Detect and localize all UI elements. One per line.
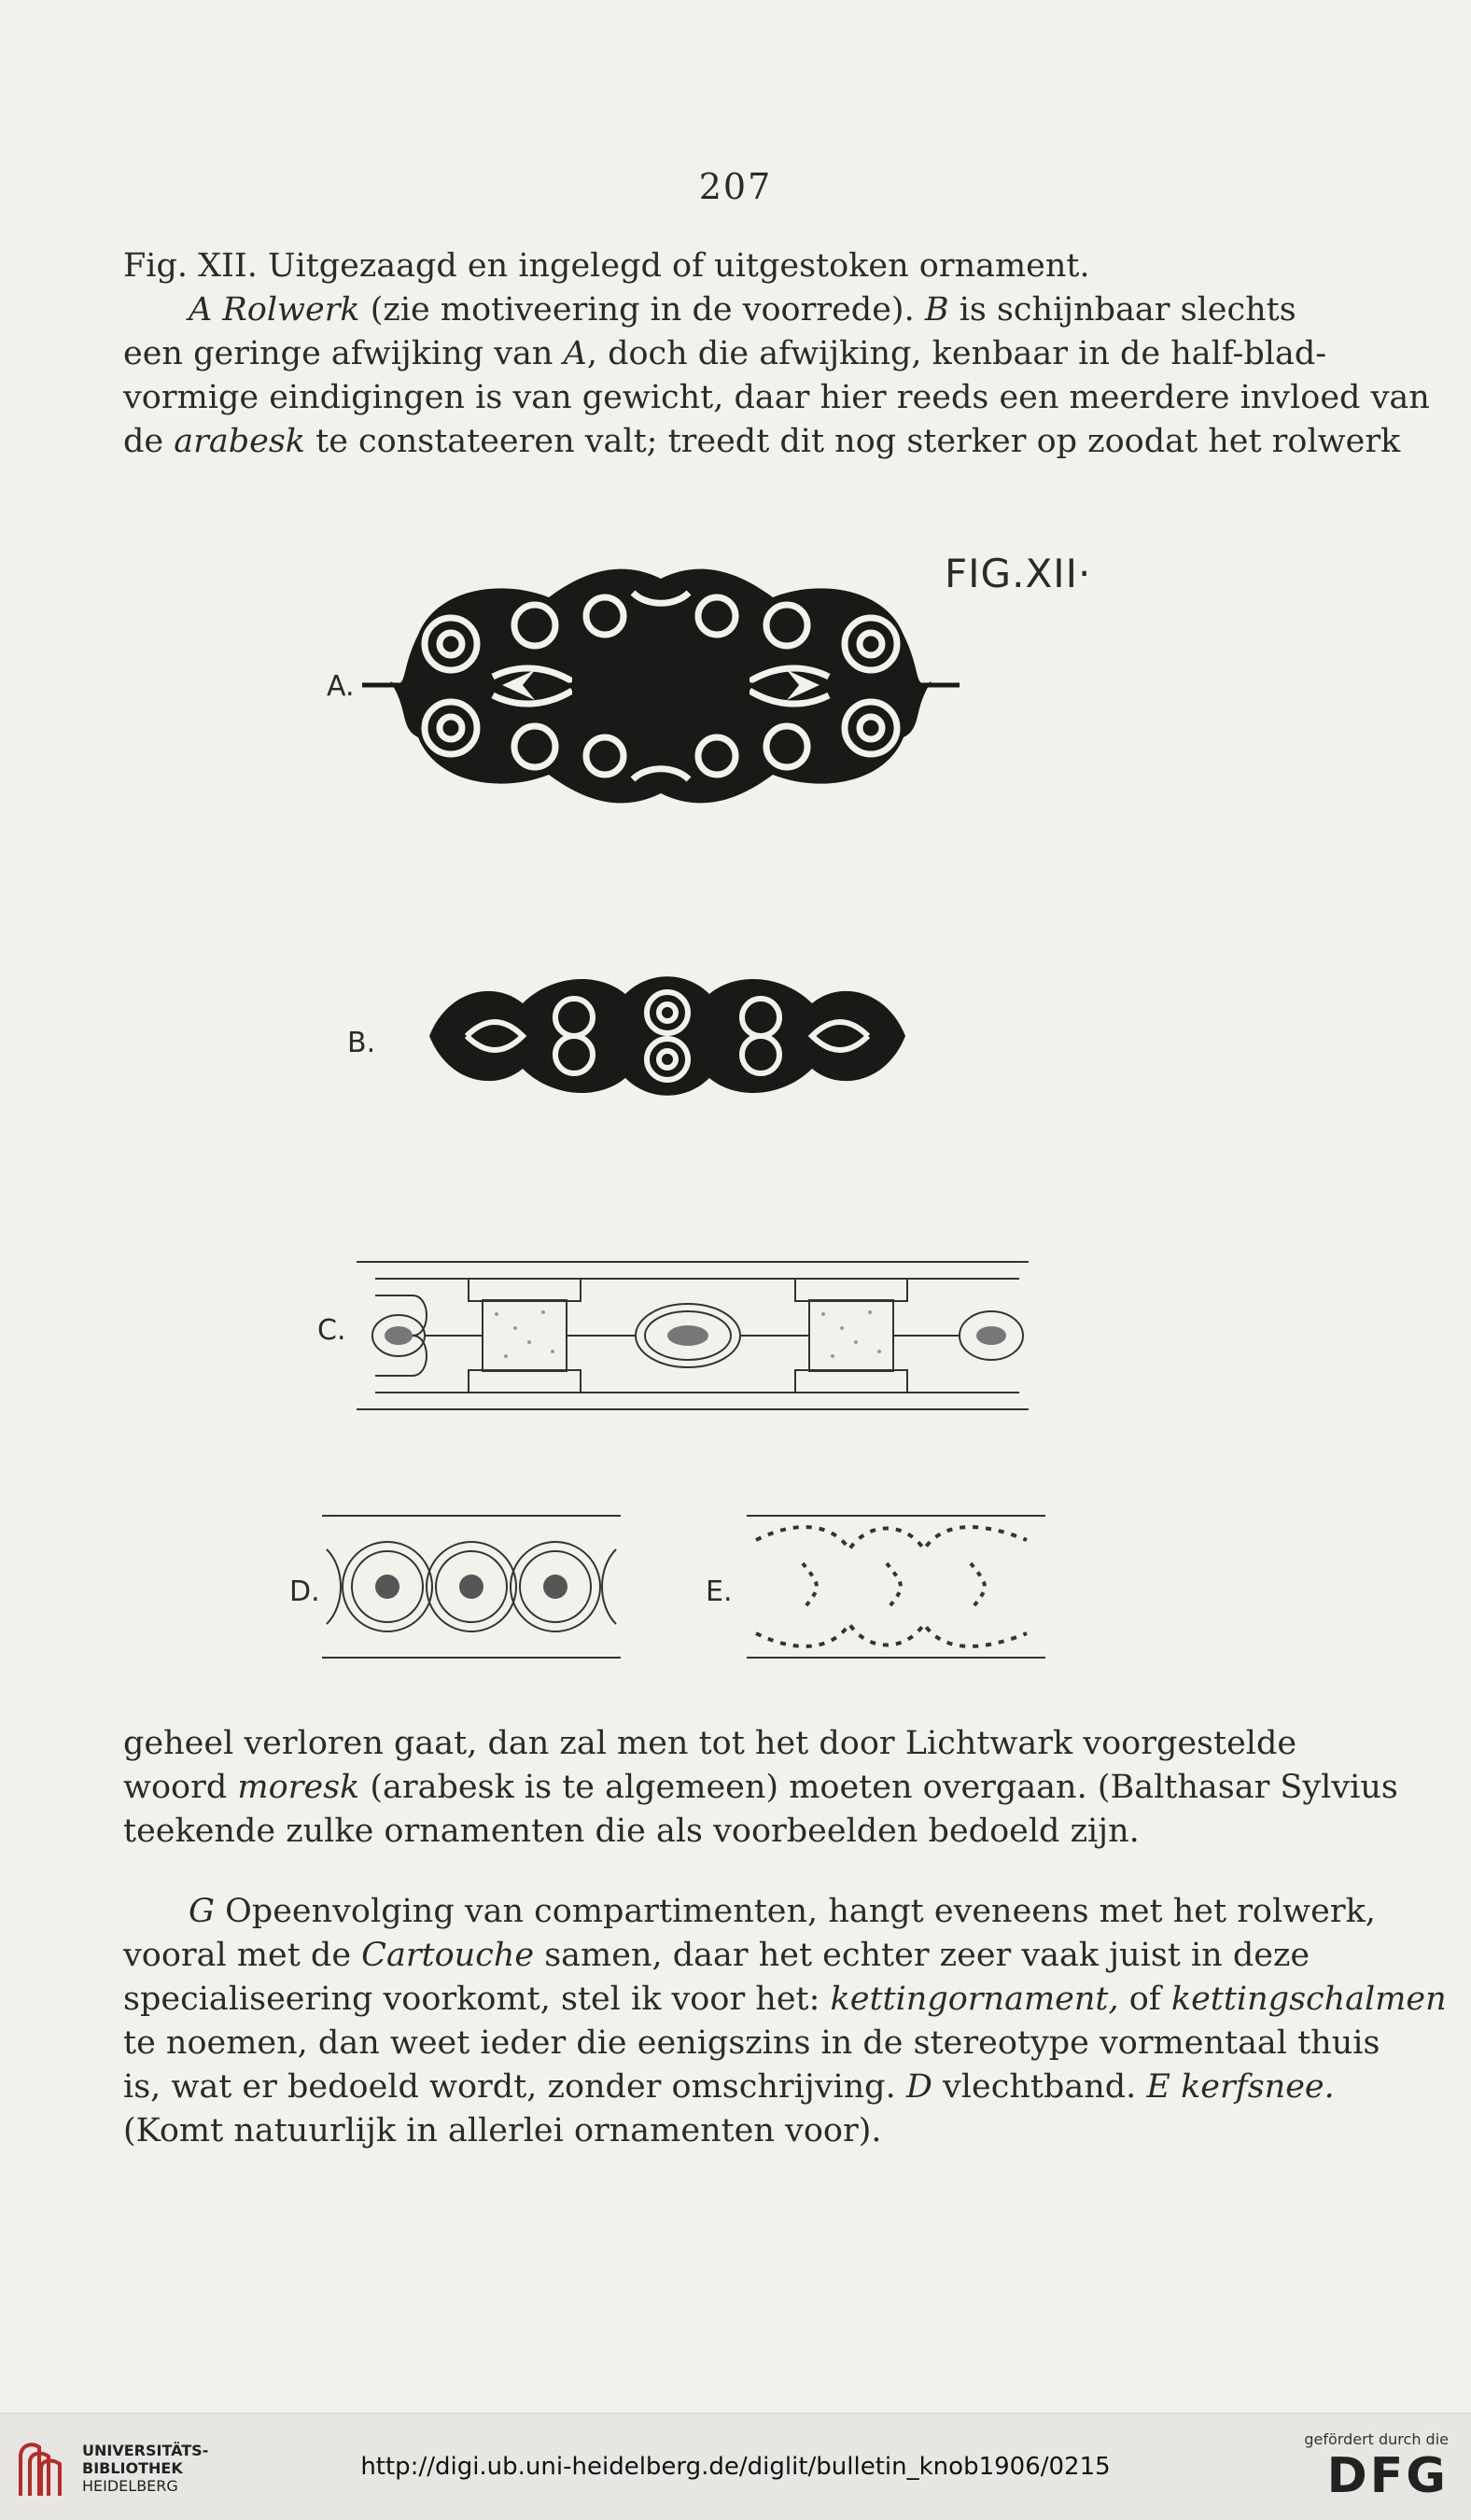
text-line: vormige eindigingen is van gewicht, daar hier reeds een meerdere invloed van bbox=[123, 379, 1430, 416]
viewer-footer bbox=[0, 2413, 1471, 2520]
text-line: vooral met de Cartouche samen, daar het echter zeer vaak juist in deze bbox=[123, 1937, 1310, 1974]
paragraph-intro bbox=[123, 245, 1430, 464]
text-line: G Opeenvolging van compartimenten, hangt eveneens met het rolwerk, bbox=[189, 1893, 1376, 1930]
institution-line: HEIDELBERG bbox=[82, 2477, 178, 2495]
institution-line: BIBLIOTHEK bbox=[82, 2459, 183, 2477]
dfg-logo-text: DFG bbox=[1326, 2448, 1449, 2504]
paragraph-moresk bbox=[123, 1722, 1398, 1854]
text-line: (Komt natuurlijk in allerlei ornamenten voor). bbox=[123, 2112, 882, 2149]
text-line: is, wat er bedoeld wordt, zonder omschrijving. D vlechtband. E kerfsnee. bbox=[123, 2068, 1335, 2106]
ornament-c-illustration bbox=[357, 1258, 1029, 1413]
institution-line: UNIVERSITÄTS- bbox=[82, 2442, 209, 2459]
text-line: A Rolwerk (zie motiveering in de voorrede). B is schijnbaar slechts bbox=[189, 291, 1296, 329]
figure-title: FIG.XII· bbox=[945, 551, 1092, 596]
ornament-b-illustration bbox=[411, 961, 924, 1111]
paragraph-kettingornament bbox=[123, 1890, 1447, 2153]
figure-label-d: D. bbox=[289, 1575, 320, 1608]
page-number: 207 bbox=[698, 166, 773, 207]
figure-label-e: E. bbox=[706, 1575, 733, 1608]
text-line: specialiseering voorkomt, stel ik voor het: kettingornament, of kettingschalmen bbox=[123, 1981, 1447, 2018]
text-line: geheel verloren gaat, dan zal men tot het door Lichtwark voorgestelde bbox=[123, 1725, 1297, 1762]
funded-by-label: gefördert durch die bbox=[1304, 2430, 1449, 2448]
text-line: teekende zulke ornamenten die als voorbeelden bedoeld zijn. bbox=[123, 1813, 1140, 1850]
text-line: Fig. XII. Uitgezaagd en ingelegd of uitgestoken ornament. bbox=[123, 247, 1090, 285]
figure-label-b: B. bbox=[347, 1027, 376, 1059]
text-line: de arabesk te constateeren valt; treedt dit nog sterker op zoodat het rolwerk bbox=[123, 423, 1401, 460]
ornament-d-illustration bbox=[317, 1512, 625, 1661]
ornament-a-illustration bbox=[362, 551, 960, 812]
text-line: een geringe afwijking van A, doch die afwijking, kenbaar in de half-blad- bbox=[123, 335, 1327, 372]
text-line: te noemen, dan weet ieder die eenigszins in de stereotype vormentaal thuis bbox=[123, 2024, 1380, 2062]
funder-logo bbox=[1304, 2430, 1449, 2504]
figure-label-c: C. bbox=[317, 1314, 346, 1347]
text-line: woord moresk (arabesk is te algemeen) moeten overgaan. (Balthasar Sylvius bbox=[123, 1769, 1398, 1806]
permalink[interactable]: http://digi.ub.uni-heidelberg.de/diglit/bulletin_knob1906/0215 bbox=[360, 2453, 1111, 2481]
figure-label-a: A. bbox=[327, 670, 355, 703]
ornament-e-illustration bbox=[747, 1512, 1045, 1661]
